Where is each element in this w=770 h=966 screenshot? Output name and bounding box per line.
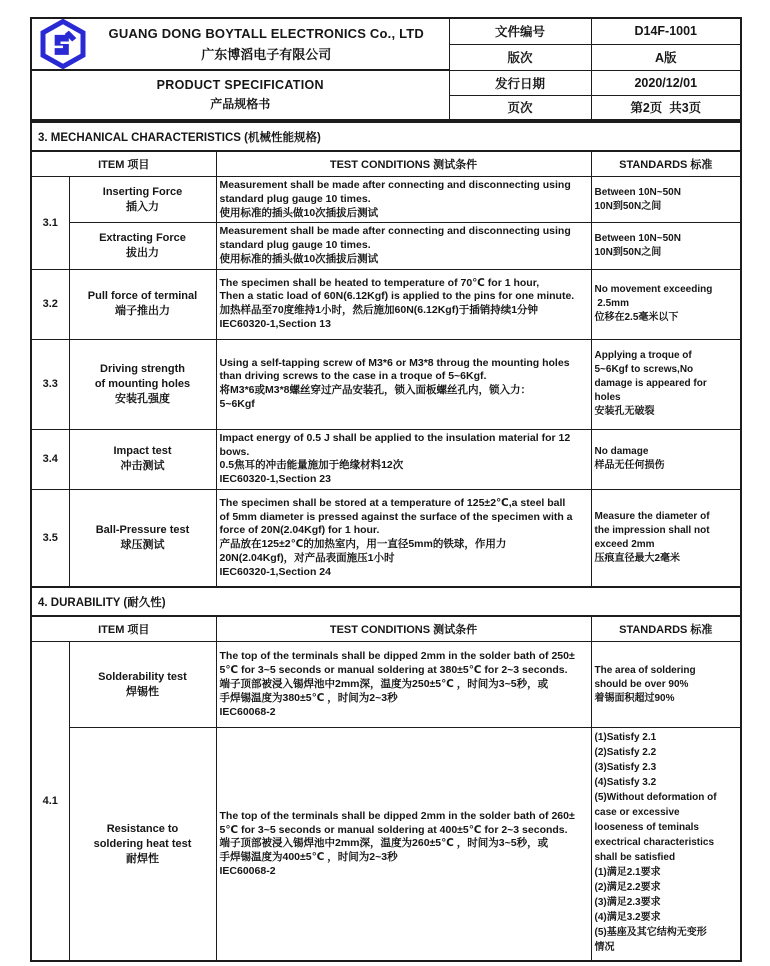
conditions-cell: The top of the terminals shall be dipped 2mm in the solder bath of 260± 5℃ for 3~5 seconds or manual soldering at 400±5℃ for 2~3 seconds. 端子顶部被浸入锡焊池中2mm深，温度为260±5℃ ，时间为3~5秒，或 手焊锡温度为400±5℃ ，时间为2~3秒 IEC60068-2 bbox=[216, 728, 591, 961]
column-header-item: ITEM 项目 bbox=[31, 616, 216, 642]
row-number-cell: 3.3 bbox=[31, 339, 69, 429]
conditions-cell: Using a self-tapping screw of M3*6 or M3*8 throug the mounting holes than driving screws to the case in a troque of 5~6Kgf. 将M3*6或M3*8螺丝穿过产品安装孔，锁入面板螺丝孔内，锁入力： 5~6Kgf bbox=[216, 339, 591, 429]
meta-value-doc-number: D14F-1001 bbox=[591, 18, 741, 44]
standards-cell: Between 10N~50N 10N到50N之间 bbox=[591, 223, 741, 269]
column-header-item: ITEM 项目 bbox=[31, 151, 216, 177]
table-row bbox=[31, 269, 741, 339]
column-header-standards: STANDARDS 标准 bbox=[591, 151, 741, 177]
column-header-standards: STANDARDS 标准 bbox=[591, 616, 741, 642]
table-row bbox=[31, 728, 741, 961]
standards-cell: No movement exceeding 2.5mm 位移在2.5毫米以下 bbox=[591, 269, 741, 339]
row-number-cell: 3.5 bbox=[31, 489, 69, 587]
item-cell: Resistance to soldering heat test 耐焊性 bbox=[69, 728, 216, 961]
doc-title-cn: 产品规格书 bbox=[210, 97, 271, 111]
item-cell: Pull force of terminal 端子推出力 bbox=[69, 269, 216, 339]
conditions-cell: The specimen shall be stored at a temperature of 125±2℃,a steel ball of 5mm diameter is pressed against the surface of the specimen with a force of 20N(2.04Kgf) for 1 hour. 产品放在125±2℃的加热室内，用一直径5mm的铁球，作用力 20N(2.04Kgf)，对产品表面施压1小时 IEC60320-1,Section 24 bbox=[216, 489, 591, 587]
item-cell: Ball-Pressure test 球压测试 bbox=[69, 489, 216, 587]
conditions-cell: Measurement shall be made after connecting and disconnecting using standard plug gauge 10 times. 使用标准的插头做10次插拔后测试 bbox=[216, 177, 591, 223]
section-3-title: 3. MECHANICAL CHARACTERISTICS (机械性能规格) bbox=[31, 122, 741, 151]
table-row bbox=[31, 177, 741, 223]
table-row bbox=[31, 339, 741, 429]
standards-cell: No damage 样品无任何损伤 bbox=[591, 429, 741, 489]
row-number-cell: 3.1 bbox=[31, 177, 69, 270]
section-4-title: 4. DURABILITY (耐久性) bbox=[31, 587, 741, 616]
item-cell: Impact test 冲击测试 bbox=[69, 429, 216, 489]
meta-label-issue-date: 发行日期 bbox=[449, 70, 591, 95]
column-header-conditions: TEST CONDITIONS 测试条件 bbox=[216, 616, 591, 642]
meta-label-revision: 版次 bbox=[449, 44, 591, 70]
standards-cell: Applying a troque of 5~6Kgf to screws,No damage is appeared for holes 安装孔无破裂 bbox=[591, 339, 741, 429]
table-row bbox=[31, 642, 741, 728]
column-header-conditions: TEST CONDITIONS 测试条件 bbox=[216, 151, 591, 177]
item-cell: Driving strength of mounting holes 安装孔强度 bbox=[69, 339, 216, 429]
company-name-en: GUANG DONG BOYTALL ELECTRONICS Co., LTD bbox=[108, 25, 424, 41]
doc-title-en: PRODUCT SPECIFICATION bbox=[156, 78, 324, 92]
company-name-cn: 广东博滔电子有限公司 bbox=[201, 46, 332, 62]
conditions-cell: The top of the terminals shall be dipped 2mm in the solder bath of 250± 5℃ for 3~5 seconds or manual soldering at 380±5℃ for 2~3 seconds. 端子顶部被浸入锡焊池中2mm深，温度为250±5℃ ，时间为3~5秒，或 手焊锡温度为380±5℃ ，时间为2~3秒 IEC60068-2 bbox=[216, 642, 591, 728]
spec-document-page bbox=[30, 17, 740, 962]
table-row bbox=[31, 489, 741, 587]
company-logo-icon bbox=[38, 19, 88, 69]
specification-table bbox=[30, 121, 742, 962]
item-cell: Extracting Force 拔出力 bbox=[69, 223, 216, 269]
row-number-cell: 3.4 bbox=[31, 429, 69, 489]
item-cell: Inserting Force 插入力 bbox=[69, 177, 216, 223]
meta-value-page: 第2页 共3页 bbox=[591, 95, 741, 120]
conditions-cell: The specimen shall be heated to temperature of 70℃ for 1 hour, Then a static load of 60N(6.12Kgf) is applied to the pins for one minute. 加热样品至70度维持1小时，然后施加60N(6.12Kgf)于插销持续1分钟 IEC60320-1,Section 13 bbox=[216, 269, 591, 339]
row-number-cell: 4.1 bbox=[31, 642, 69, 961]
meta-label-doc-number: 文件编号 bbox=[449, 18, 591, 44]
company-cell bbox=[31, 18, 449, 70]
standards-cell: Between 10N~50N 10N到50N之间 bbox=[591, 177, 741, 223]
doc-title-cell bbox=[31, 70, 449, 120]
table-row bbox=[31, 223, 741, 269]
document-header-table bbox=[30, 17, 742, 121]
meta-value-revision: A版 bbox=[591, 44, 741, 70]
table-row bbox=[31, 429, 741, 489]
standards-cell: Measure the diameter of the impression shall not exceed 2mm 压痕直径最大2毫米 bbox=[591, 489, 741, 587]
standards-cell: (1)Satisfy 2.1 (2)Satisfy 2.2 (3)Satisfy 2.3 (4)Satisfy 3.2 (5)Without deformation of case or excessive looseness of teminals exectrical characteristics shall be satisfied (1)满足2.1要求 (2)满足2.2要求 (3)满足2.3要求 (4)满足3.2要求 (5)基座及其它结构无变形 情况 bbox=[591, 728, 741, 961]
meta-label-page: 页次 bbox=[449, 95, 591, 120]
standards-cell: The area of soldering should be over 90% 着锡面积超过90% bbox=[591, 642, 741, 728]
row-number-cell: 3.2 bbox=[31, 269, 69, 339]
item-cell: Solderability test 焊锡性 bbox=[69, 642, 216, 728]
conditions-cell: Impact energy of 0.5 J shall be applied to the insulation material for 12 bows. 0.5焦耳的冲击能量施加于绝缘材料12次 IEC60320-1,Section 23 bbox=[216, 429, 591, 489]
conditions-cell: Measurement shall be made after connecting and disconnecting using standard plug gauge 10 times. 使用标准的插头做10次插拔后测试 bbox=[216, 223, 591, 269]
meta-value-issue-date: 2020/12/01 bbox=[591, 70, 741, 95]
